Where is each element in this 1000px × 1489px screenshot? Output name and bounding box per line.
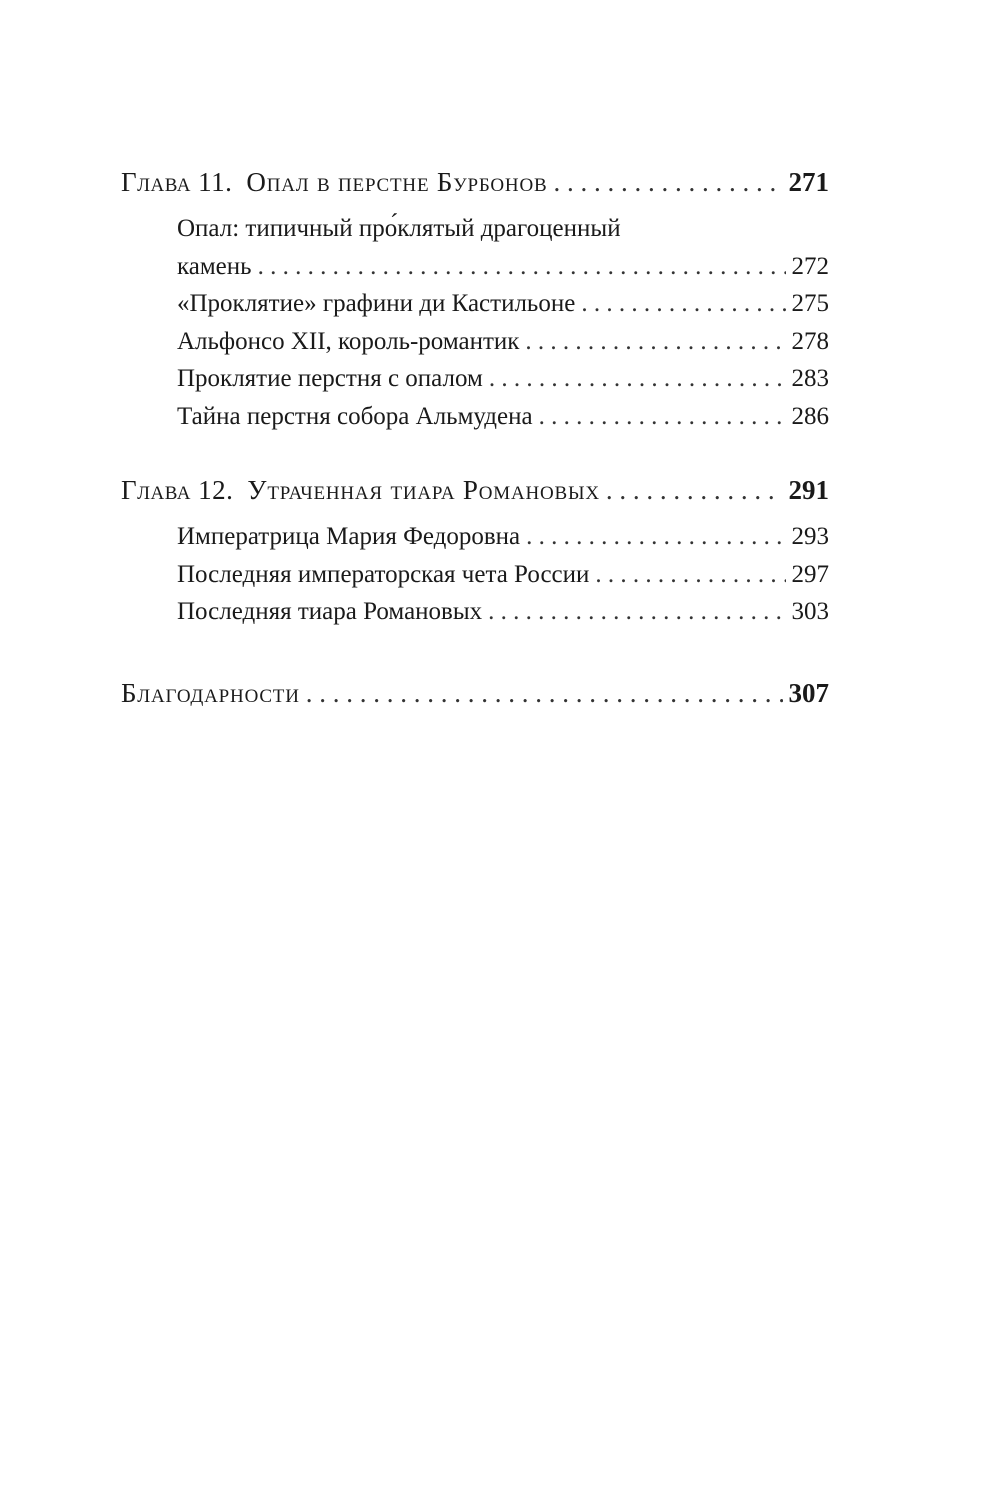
section-page-number: 293 (791, 523, 829, 550)
section-entry (177, 323, 829, 361)
section-title: Императрица Мария Федоровна (177, 523, 521, 550)
dot-leader (306, 671, 783, 715)
chapter-title: Утраченная тиара Романовых (247, 475, 600, 505)
dot-leader (595, 556, 785, 594)
section-list (177, 204, 829, 435)
chapter-12 (121, 468, 829, 631)
section-title: Последняя тиара Романовых (177, 598, 483, 625)
chapter-label: Глава 12. (121, 475, 234, 505)
section-page-number: 297 (791, 560, 829, 588)
chapter-label: Глава 11. (121, 167, 233, 197)
section-entry (177, 556, 829, 594)
section-title: Тайна перстня собора Альмудена (177, 402, 533, 430)
dot-leader (606, 468, 783, 512)
section-entry (177, 518, 829, 556)
section-entry (177, 593, 829, 631)
section-page-number: 303 (791, 598, 829, 625)
section-page-number: 278 (791, 327, 829, 355)
section-title: Проклятие перстня с опалом (177, 365, 483, 392)
dot-leader (581, 285, 785, 323)
acknowledgements-page-number: 307 (788, 677, 829, 708)
section-entry (177, 248, 829, 286)
dot-leader (489, 360, 786, 398)
section-page-number: 283 (791, 365, 829, 392)
section-list (177, 512, 829, 631)
section-title: Альфонсо XII, король-романтик (177, 327, 520, 355)
section-title: Последняя императорская чета России (177, 560, 590, 588)
dot-leader (526, 518, 785, 556)
chapter-page-number: 291 (788, 475, 829, 505)
dot-leader (258, 248, 786, 286)
section-page-number: 286 (791, 402, 829, 430)
section-entry (177, 398, 829, 436)
chapter-11 (121, 160, 829, 435)
dot-leader (525, 323, 785, 361)
section-page-number: 272 (791, 252, 829, 280)
acknowledgements-title: Благодарности (121, 677, 300, 708)
chapter-page-number: 271 (788, 167, 829, 197)
dot-leader (539, 398, 786, 436)
section-page-number: 275 (791, 290, 829, 317)
section-title: «Проклятие» графини ди Кастильоне (177, 290, 576, 317)
chapter-heading (121, 468, 829, 512)
acknowledgements-entry (121, 671, 829, 715)
section-entry (177, 285, 829, 323)
chapter-title: Опал в перстне Бурбонов (246, 167, 548, 197)
section-title-line: Опал: типичный про́клятый драгоценный (177, 215, 621, 242)
section-entry (177, 360, 829, 398)
table-of-contents (121, 160, 829, 715)
chapter-heading (121, 160, 829, 204)
dot-leader (488, 593, 785, 631)
dot-leader (553, 160, 782, 204)
section-title: камень (177, 252, 252, 280)
